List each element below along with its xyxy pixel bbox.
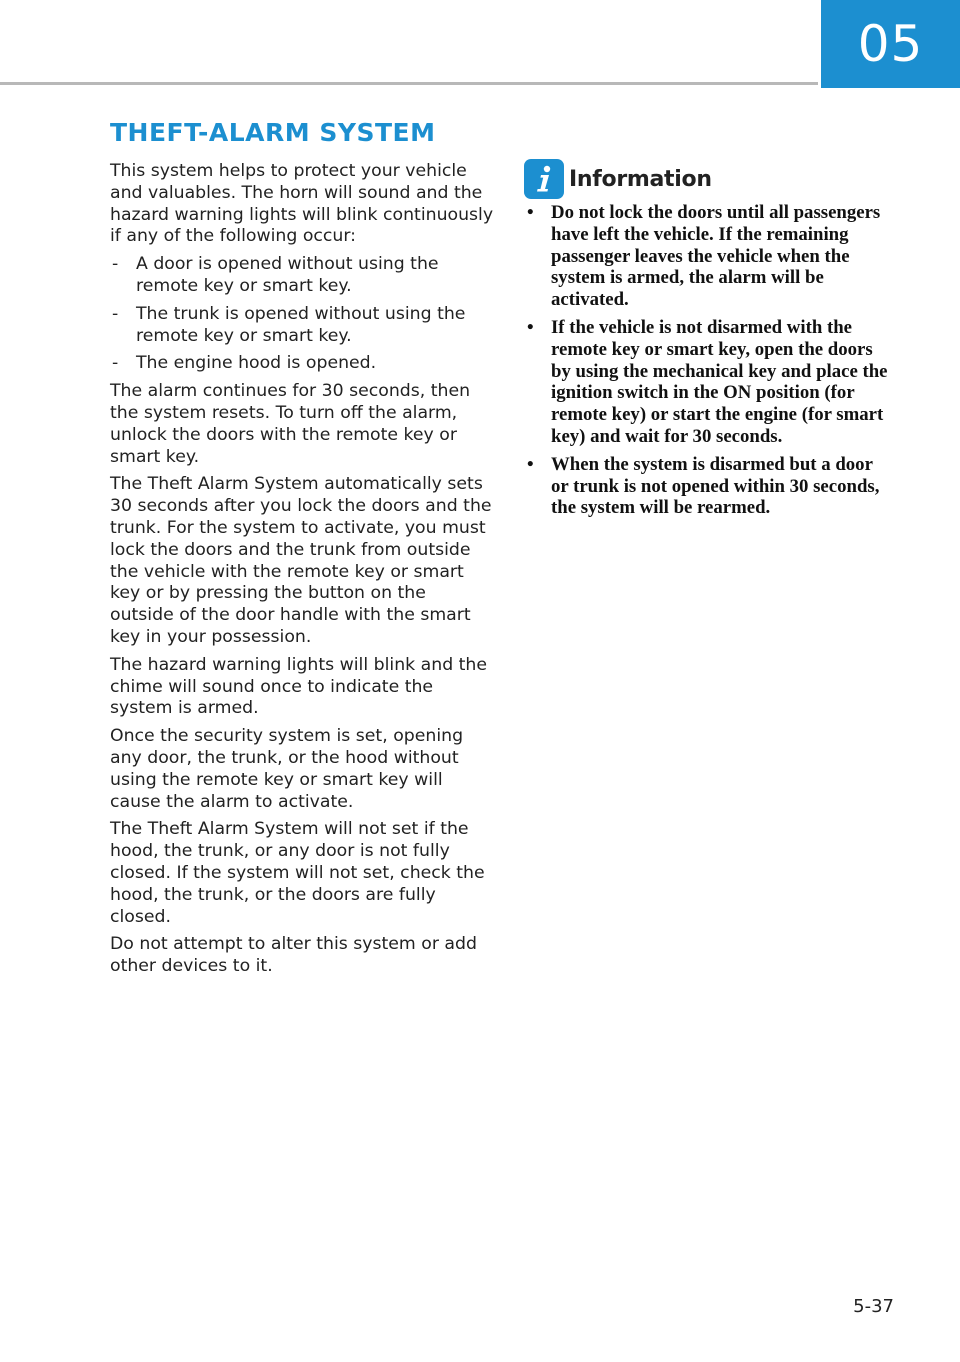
body-paragraph: Do not attempt to alter this system or add other devices to it.	[110, 934, 477, 977]
information-item: • If the vehicle is not disarmed with the remote key or smart key, open the doors by using the mechanical key and place the ignition switch in the ON position (for remote key) or start the engine (for smart key) and wait for 30 seconds.	[524, 317, 894, 448]
condition-item: - The engine hood is opened.	[110, 353, 494, 375]
information-header	[524, 159, 712, 199]
main-text-column	[110, 161, 494, 984]
body-paragraph: The Theft Alarm System automatically sets 30 seconds after you lock the doors and the trunk. For the system to activate, you must lock the doors and the trunk from outside the vehicle with the remote key or smart key or by pressing the button on the outside of the door handle with the smart key in your possession.	[110, 474, 492, 647]
condition-item: - The trunk is opened without using the remote key or smart key.	[110, 304, 494, 348]
information-title: Information	[569, 166, 712, 192]
information-item: • When the system is disarmed but a door or trunk is not opened within 30 seconds, the system will be rearmed.	[524, 454, 894, 519]
chapter-tab	[821, 0, 960, 88]
section-title: THEFT-ALARM SYSTEM	[110, 118, 436, 147]
intro-paragraph: This system helps to protect your vehicle and valuables. The horn will sound and the hazard warning lights will blink continuously if any of the following occur:	[110, 161, 494, 247]
page-number: 5-37	[853, 1296, 894, 1317]
body-paragraph: The Theft Alarm System will not set if the hood, the trunk, or any door is not fully closed. If the system will not set, check the hood, the trunk, or the doors are fully closed.	[110, 819, 485, 927]
information-item: • Do not lock the doors until all passengers have left the vehicle. If the remaining passenger leaves the vehicle when the system is armed, the alarm will be activated.	[524, 202, 894, 311]
body-paragraph: The alarm continues for 30 seconds, then the system resets. To turn off the alarm, unlock the doors with the remote key or smart key.	[110, 381, 471, 467]
chapter-number: 05	[857, 15, 924, 73]
header-rule	[0, 82, 818, 85]
condition-item: - A door is opened without using the remote key or smart key.	[110, 254, 494, 298]
body-paragraph: Once the security system is set, opening any door, the trunk, or the hood without using the remote key or smart key will cause the alarm to activate.	[110, 726, 464, 812]
information-list	[524, 202, 894, 525]
alarm-conditions-list	[110, 254, 494, 375]
info-icon	[524, 159, 564, 199]
body-paragraph: The hazard warning lights will blink and the chime will sound once to indicate the system is armed.	[110, 654, 488, 719]
